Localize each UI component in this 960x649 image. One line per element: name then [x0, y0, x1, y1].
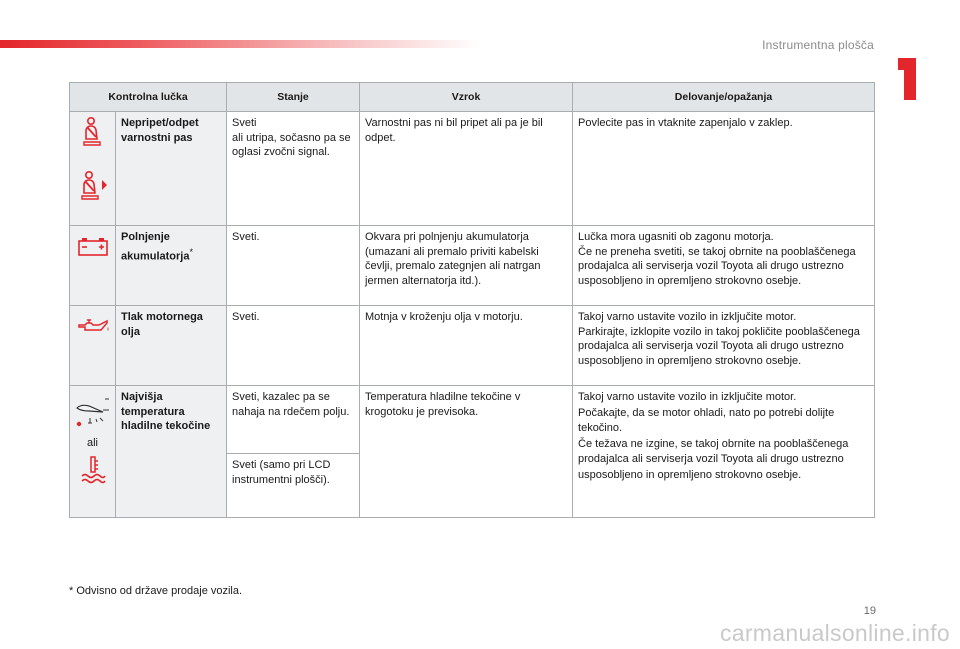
table-row-coolant-temperature: [70, 386, 875, 454]
cause-coolant: Temperatura hladilne tekočine v krogotoku je previsoka.: [360, 386, 573, 518]
warning-lights-table: [69, 82, 875, 518]
column-header-cause: Vzrok: [360, 83, 573, 112]
column-header-warning-light: Kontrolna lučka: [70, 83, 227, 112]
state-battery: Sveti.: [227, 226, 360, 306]
state-seatbelt: Sveti ali utripa, sočasno pa se oglasi zvočni signal.: [227, 112, 360, 226]
state-coolant: Sveti, kazalec pa se nahaja na rdečem polju.: [227, 386, 360, 454]
column-header-state: Stanje: [227, 83, 360, 112]
action-battery: Lučka mora ugasniti ob zagonu motorja. Če ne preneha svetiti, se takoj obrnite na pooblaščenega prodajalca ali serviserja vozil Toyota ali drugo ustrezno usposobljeno in opremljeno strokovno osebje.: [573, 226, 875, 306]
page-number: 19: [863, 605, 876, 617]
watermark: carmanualsonline.info: [719, 620, 950, 646]
cause-oil: Motnja v kroženju olja v motorju.: [360, 306, 573, 386]
header-accent-bar: [0, 40, 480, 48]
icon-cell-battery: [70, 226, 116, 306]
action-seatbelt: Povlecite pas in vtaknite zapenjalo v zaklep.: [573, 112, 875, 226]
warning-name-seatbelt: Nepripet/odpet varnostni pas: [116, 112, 227, 226]
cause-seatbelt: Varnostni pas ni bil pripet ali pa je bil odpet.: [360, 112, 573, 226]
warning-name-coolant: Najvišja temperatura hladilne tekočine: [116, 386, 227, 518]
footnote: * Odvisno od države prodaje vozila.: [69, 585, 243, 597]
battery-icon: [76, 236, 110, 258]
action-coolant: Takoj varno ustavite vozilo in izključite motor. Počakajte, da se motor ohladi, nato po potrebi dolijte tekočino. Če težava ne izgine, se takoj obrnite na pooblaščenega prodajalca ali serviserja vozil Toyota ali drugo ustrezno usposobljeno in opremljeno strokovno osebje.: [573, 386, 875, 518]
coolant-temperature-icon: [78, 455, 108, 485]
icon-cell-coolant: [70, 386, 116, 518]
oil-can-icon: [75, 316, 111, 338]
icon-cell-seatbelt: [70, 112, 116, 226]
warning-name-oil: Tlak motornega olja: [116, 306, 227, 386]
seatbelt-passenger-icon: [76, 170, 110, 202]
or-label: ali: [86, 437, 98, 449]
warning-name-battery: Polnjenje akumulatorja*: [116, 226, 227, 306]
section-title: Instrumentna plošča: [762, 38, 874, 52]
column-header-action: Delovanje/opažanja: [573, 83, 875, 112]
table-row-seatbelt: [70, 112, 875, 226]
state-coolant-alt: Sveti (samo pri LCD instrumentni plošči).: [227, 454, 360, 518]
table-row-oil-pressure: [70, 306, 875, 386]
cause-battery: Okvara pri polnjenju akumulatorja (umazani ali premalo priviti kabelski čevlji, premalo zategnjen ali natrgan jermen alternatorja itd.).: [360, 226, 573, 306]
footnote-mark: *: [189, 246, 194, 257]
state-oil: Sveti.: [227, 306, 360, 386]
seatbelt-icon: [78, 116, 108, 148]
table-header-row: [70, 83, 875, 112]
temperature-gauge-icon: [73, 390, 113, 430]
table-row-battery: [70, 226, 875, 306]
chapter-number-1: [898, 58, 916, 100]
action-oil: Takoj varno ustavite vozilo in izključite motor. Parkirajte, izklopite vozilo in takoj pokličite pooblaščenega prodajalca ali serviserja vozil Toyota ali drugo ustrezno usposobljeno in opremljeno strokovno osebje.: [573, 306, 875, 386]
icon-cell-oil: [70, 306, 116, 386]
